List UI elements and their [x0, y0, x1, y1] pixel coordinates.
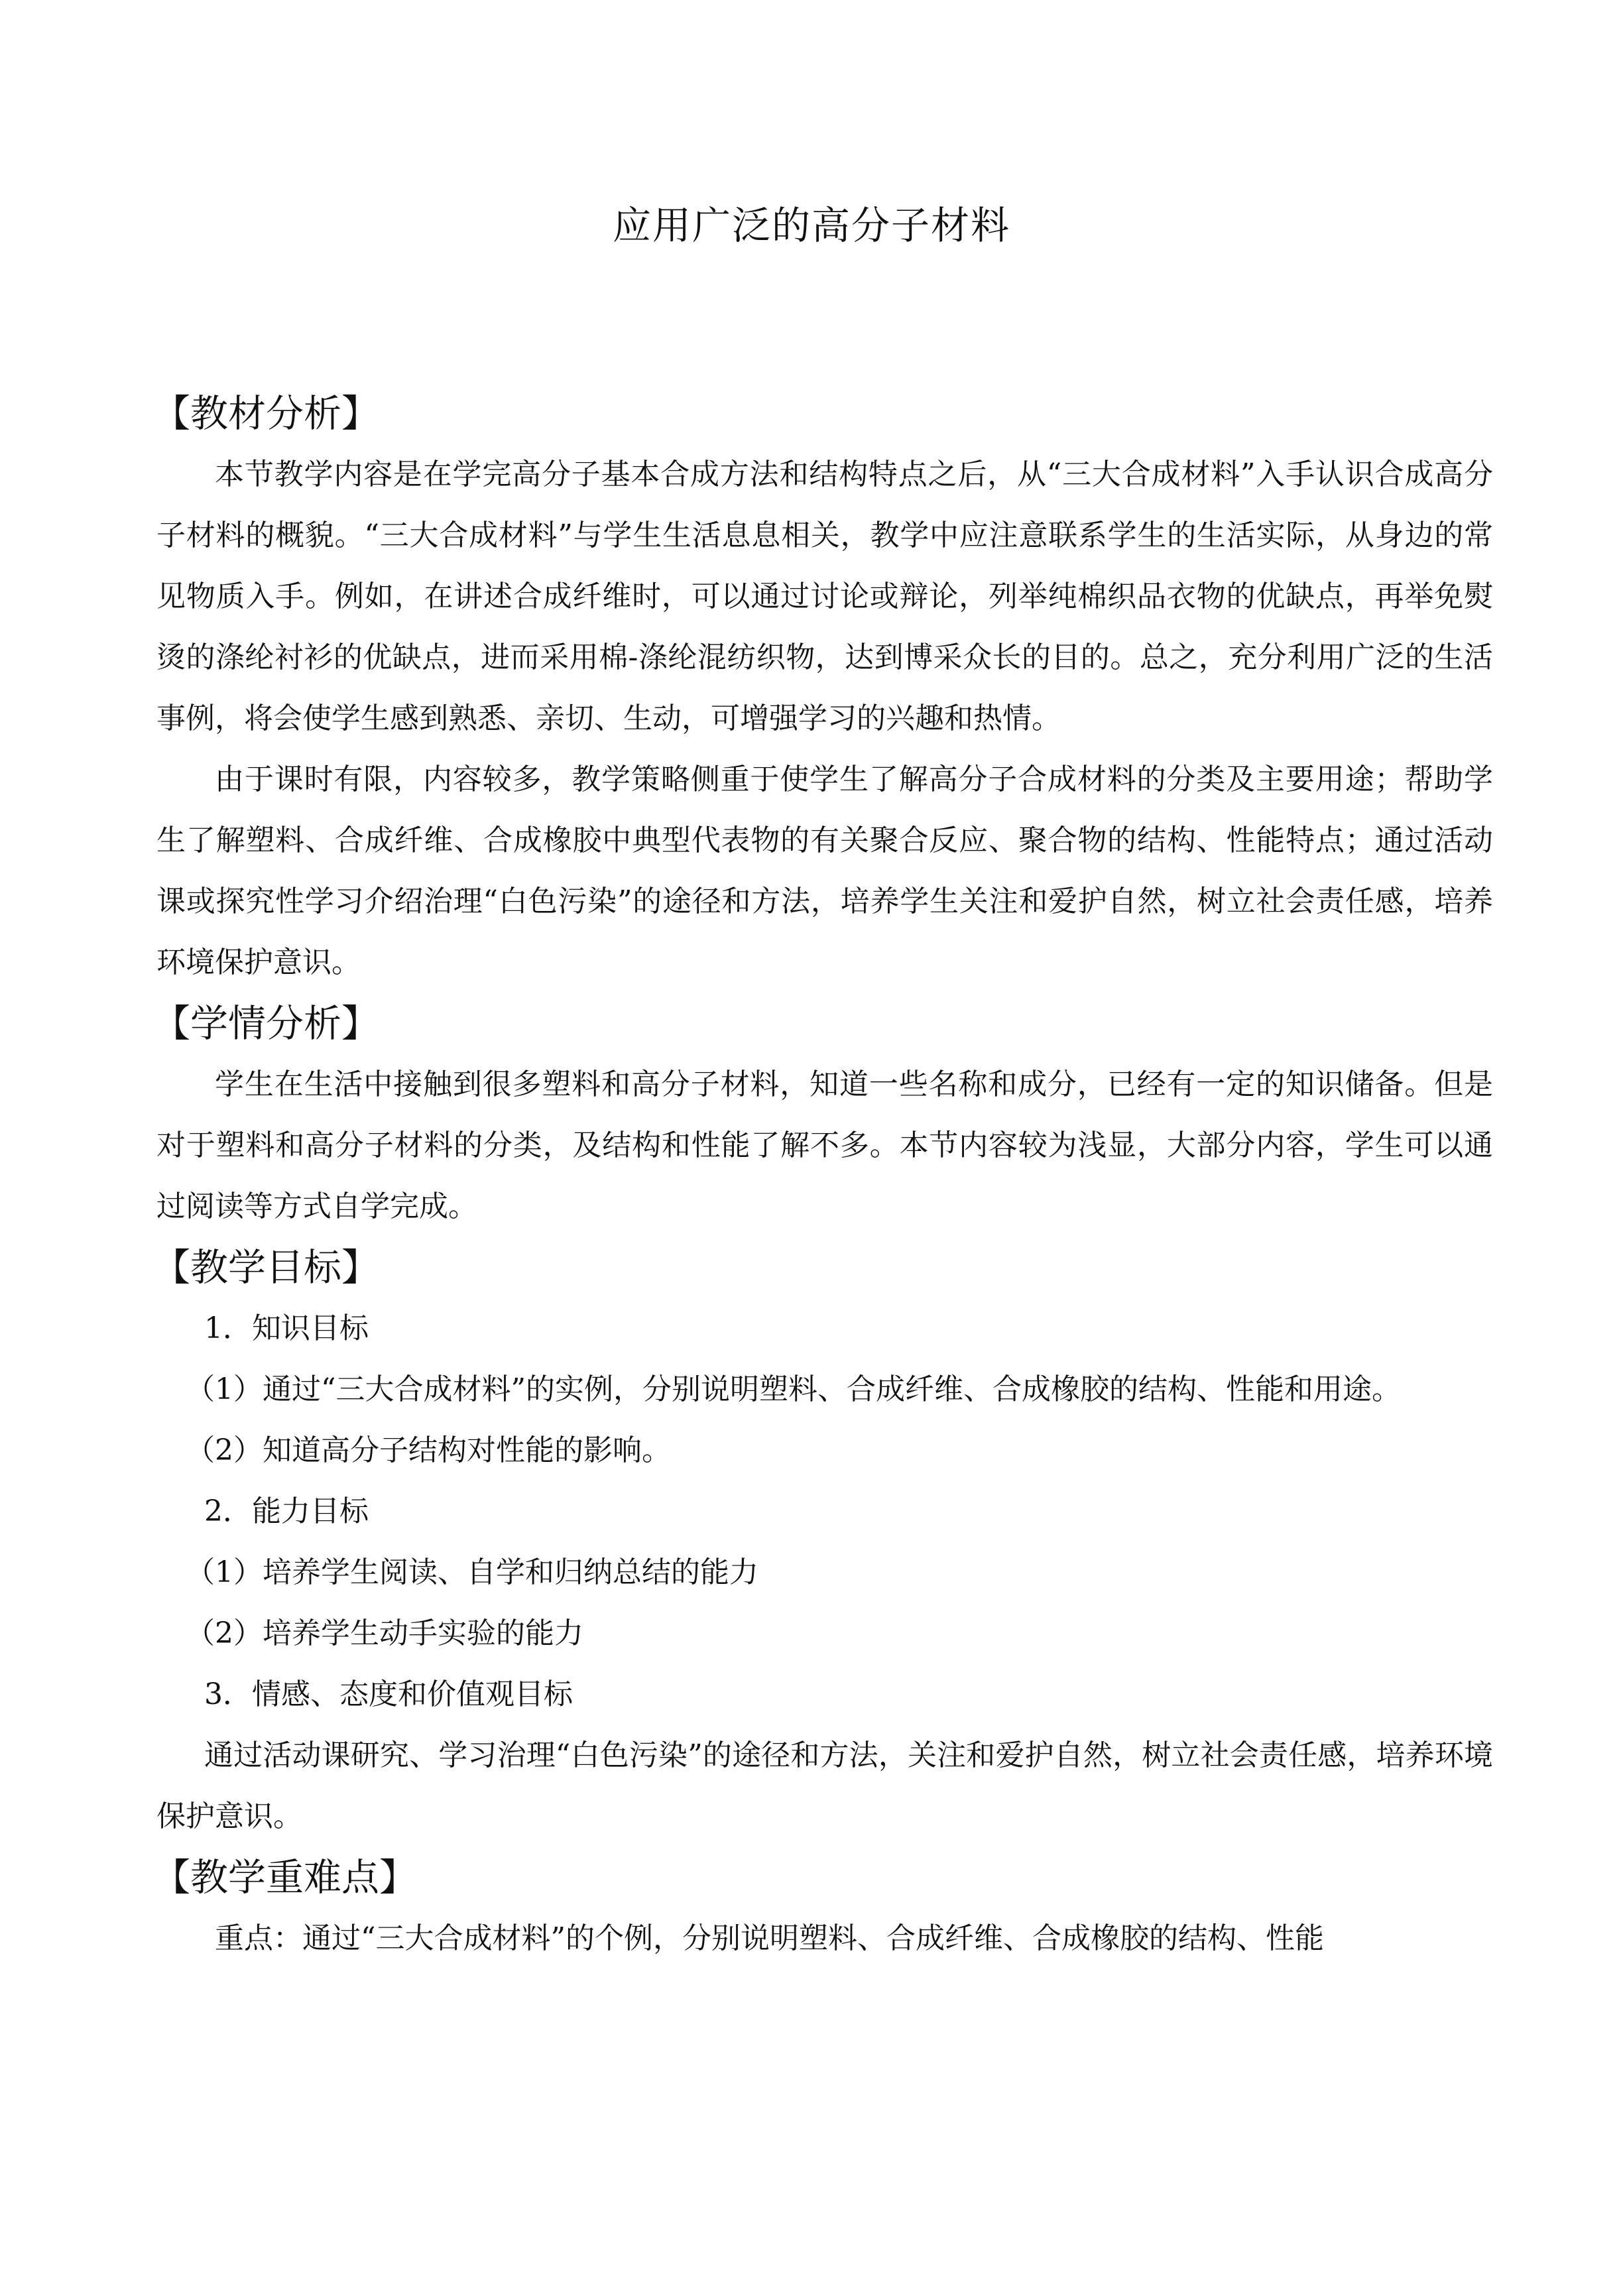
goal-item: （2）知道高分子结构对性能的影响。 — [186, 1433, 671, 1467]
section-teaching-goals — [152, 1237, 1493, 1847]
paragraph: 本节教学内容是在学完高分子基本合成方法和结构特点之后，从“三大合成材料”入手认识合成高分子材料的概貌。“三大合成材料”与学生生活息息相关，教学中应注意联系学生的生活实际，从身边的常见物质入手。例如，在讲述合成纤维时，可以通过讨论或辩论，列举纯棉织品衣物的优缺点，再举免熨烫的涤纶衬衫的优缺点，进而采用棉-涤纶混纺织物，达到博采众长的目的。总之，充分利用广泛的生活事例，将会使学生感到熟悉、亲切、生动，可增强学习的兴趣和热情。 — [156, 457, 1494, 735]
section-heading: 【教学目标】 — [152, 1246, 379, 1290]
section-heading: 【教学重难点】 — [152, 1856, 417, 1900]
paragraph: 重点：通过“三大合成材料”的个例，分别说明塑料、合成纤维、合成橡胶的结构、性能 — [215, 1921, 1324, 1955]
goal-item: （1）培养学生阅读、自学和归纳总结的能力 — [186, 1555, 758, 1589]
goal-item: 通过活动课研究、学习治理“白色污染”的途径和方法，关注和爱护自然，树立社会责任感，培养环境保护意识。 — [156, 1738, 1493, 1833]
document-body — [152, 383, 1494, 1969]
section-key-points — [152, 1847, 1493, 1969]
section-heading: 【教材分析】 — [152, 392, 379, 436]
goal-item: （2）培养学生动手实验的能力 — [186, 1616, 583, 1650]
goal-subtitle: 3．情感、态度和价值观目标 — [204, 1677, 573, 1711]
document-title: 应用广泛的高分子材料 — [612, 203, 1010, 248]
goal-item: （1）通过“三大合成材料”的实例，分别说明塑料、合成纤维、合成橡胶的结构、性能和用途。 — [186, 1372, 1401, 1406]
paragraph: 学生在生活中接触到很多塑料和高分子材料，知道一些名称和成分，已经有一定的知识储备。但是对于塑料和高分子材料的分类，及结构和性能了解不多。本节内容较为浅显，大部分内容，学生可以通过阅读等方式自学完成。 — [156, 1067, 1493, 1223]
section-student-analysis — [152, 993, 1493, 1237]
section-textbook-analysis — [152, 383, 1494, 993]
goal-subtitle: 2．能力目标 — [204, 1494, 369, 1528]
section-heading: 【学情分析】 — [152, 1002, 379, 1046]
paragraph: 由于课时有限，内容较多，教学策略侧重于使学生了解高分子合成材料的分类及主要用途；帮助学生了解塑料、合成纤维、合成橡胶中典型代表物的有关聚合反应、聚合物的结构、性能特点；通过活动课或探究性学习介绍治理“白色污染”的途径和方法，培养学生关注和爱护自然，树立社会责任感，培养环境保护意识。 — [156, 762, 1493, 979]
goal-subtitle: 1．知识目标 — [204, 1311, 369, 1345]
